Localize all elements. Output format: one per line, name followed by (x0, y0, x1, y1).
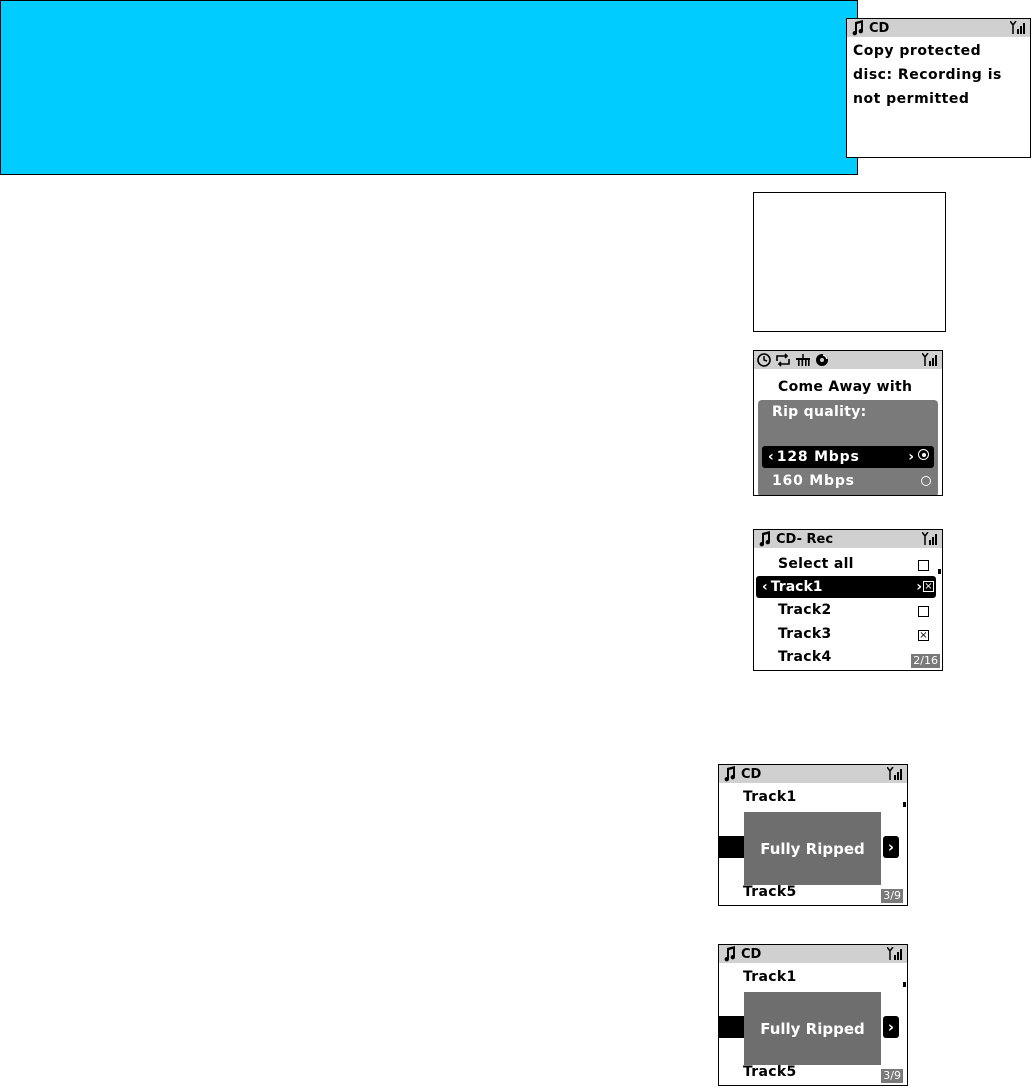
screen-header (719, 945, 907, 963)
cyan-banner (0, 0, 858, 175)
disc-icon (815, 353, 829, 367)
list-item-label: Track1 (770, 579, 823, 595)
signal-icon (922, 353, 938, 366)
screen-blank (753, 192, 946, 332)
chevron-right-icon: › (883, 1016, 899, 1038)
signal-icon (887, 947, 903, 960)
screen-title: CD (741, 946, 762, 962)
checkbox[interactable] (918, 606, 929, 617)
message-text (847, 37, 1030, 113)
list-item-label: Track4 (778, 649, 832, 665)
list-item[interactable] (778, 602, 832, 618)
screen-fully-ripped-2 (718, 944, 908, 1086)
message-line: Copy protected (853, 43, 982, 59)
list-item-label: Select all (778, 556, 854, 572)
checkbox-checked[interactable]: × (919, 630, 928, 641)
music-note-icon (723, 766, 737, 782)
list-item[interactable] (778, 626, 832, 642)
message-line: disc: Recording is (853, 67, 1002, 83)
rip-quality-panel (758, 400, 938, 496)
music-note-icon (851, 20, 865, 36)
screen-title: CD (741, 766, 762, 782)
rip-option-selected[interactable] (762, 446, 934, 468)
selection-bar[interactable] (719, 1016, 747, 1038)
radio-icon (921, 476, 931, 486)
chevron-left-icon: ‹ (762, 579, 768, 595)
chevron-left-icon: ‹ (768, 449, 774, 465)
rip-option[interactable] (772, 473, 932, 489)
signal-icon (1010, 21, 1026, 34)
screen-title: CD- Rec (776, 531, 834, 547)
page-indicator: 3/9 (883, 889, 901, 902)
screen-cd-rec (753, 529, 943, 671)
radio-checked-icon (918, 449, 929, 460)
list-item-label: Track2 (778, 602, 832, 618)
clock-icon (757, 353, 771, 367)
repeat-icon (775, 353, 791, 367)
checkbox-checked[interactable]: × (924, 581, 933, 592)
music-note-icon (723, 946, 737, 962)
album-title: Come Away with (778, 379, 913, 395)
rip-option-label: 160 Mbps (772, 473, 855, 489)
fully-ripped-popup: Fully Ripped (744, 812, 881, 885)
list-item[interactable] (778, 649, 832, 665)
scrollbar-thumb[interactable] (903, 982, 906, 987)
list-item-selected[interactable] (756, 576, 936, 598)
screen-title: CD (869, 20, 890, 36)
screen-header (754, 530, 942, 548)
list-item[interactable]: Track5 (743, 1064, 797, 1080)
screen-header (754, 351, 942, 369)
music-note-icon (758, 531, 772, 547)
keyboard-icon (795, 353, 811, 367)
fully-ripped-popup: Fully Ripped (744, 992, 881, 1065)
chevron-right-icon: › (883, 836, 899, 858)
list-item[interactable]: Track1 (743, 789, 797, 805)
screen-fully-ripped-1 (718, 764, 908, 906)
rip-option-label: 128 Mbps (776, 449, 860, 465)
scrollbar-thumb[interactable] (938, 569, 941, 574)
list-item[interactable]: Track1 (743, 969, 797, 985)
chevron-right-icon: › (908, 449, 914, 465)
screen-copy-protected (846, 18, 1031, 158)
screen-header (719, 765, 907, 783)
screen-header (847, 19, 1030, 37)
signal-icon (922, 532, 938, 545)
signal-icon (887, 767, 903, 780)
scrollbar-thumb[interactable] (903, 802, 906, 807)
chevron-right-icon: › (916, 579, 922, 595)
checkbox-select-all[interactable] (918, 560, 929, 571)
list-item-label: Track3 (778, 626, 832, 642)
screen-rip-quality (753, 350, 943, 496)
list-item[interactable]: Track5 (743, 884, 797, 900)
list-item[interactable] (778, 556, 938, 572)
message-line: not permitted (853, 91, 970, 107)
rip-quality-label: Rip quality: (772, 404, 867, 420)
page-indicator: 2/16 (913, 654, 938, 667)
selection-bar[interactable] (719, 836, 747, 858)
page-indicator: 3/9 (883, 1069, 901, 1082)
